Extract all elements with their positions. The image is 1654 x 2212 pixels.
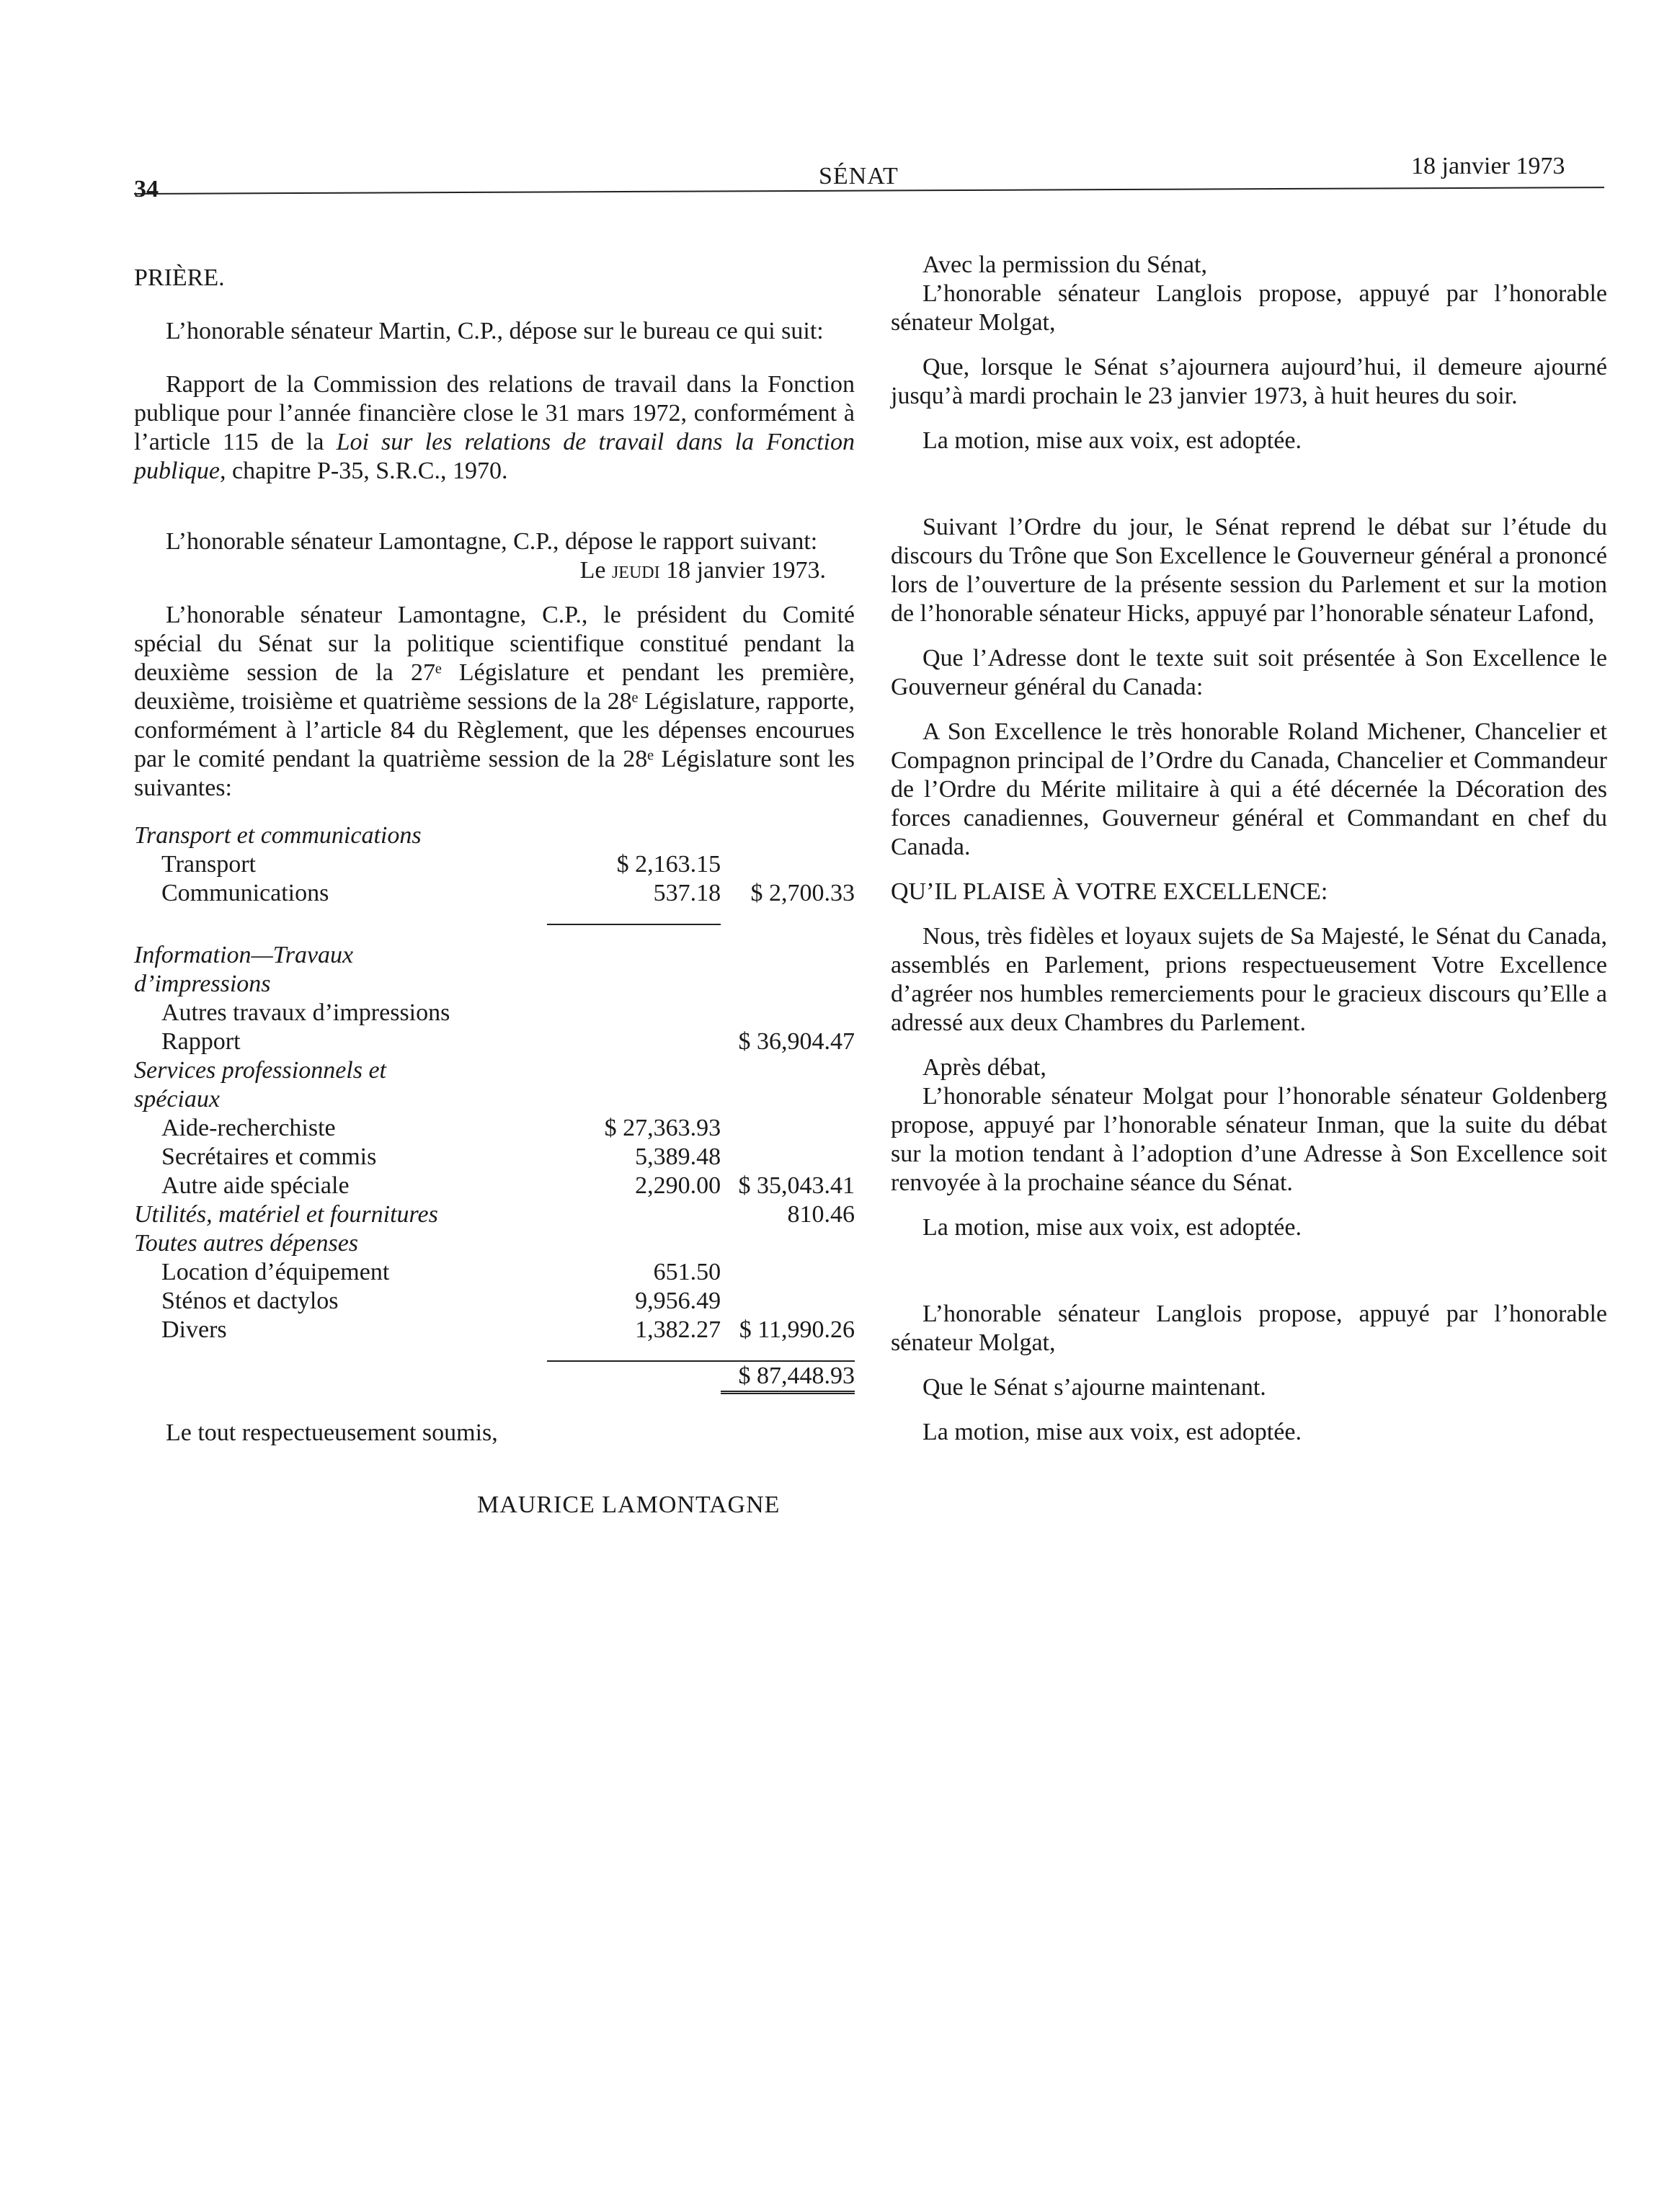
paragraph-adresse: Que l’Adresse dont le texte suit soit présentée à Son Excellence le Gouverneur général du Canada:	[891, 645, 1607, 700]
table-row: Information—Travaux	[134, 942, 354, 968]
paragraph-langlois-propose: L’honorable sénateur Langlois propose, appuyé par l’honorable sénateur Molgat,	[891, 280, 1607, 336]
expenses-table	[134, 821, 855, 1394]
paragraph-rapport-commission: Rapport de la Commission des relations de travail dans la Fonction publique pour l’année financière close le 31 mars 1972, conformément à l’article 115 de la Loi sur les relations de travail dans la Fonction publique, chapitre P-35, S.R.C., 1970.	[134, 371, 855, 484]
paragraph-martin: L’honorable sénateur Martin, C.P., dépose sur le bureau ce qui suit:	[166, 318, 824, 344]
table-row: Communications 537.18 $ 2,700.33	[161, 880, 855, 906]
motion-adoptee-2: La motion, mise aux voix, est adoptée.	[922, 1214, 1302, 1241]
table-row: Transport et communications	[134, 822, 422, 849]
loi-title: Loi sur les relations de travail dans la Fonction publique,	[134, 429, 855, 484]
report-dateline: Le jeudi 18 janvier 1973.	[579, 557, 826, 584]
signature: MAURICE LAMONTAGNE	[477, 1491, 781, 1518]
motion-adoptee-1: La motion, mise aux voix, est adoptée.	[922, 427, 1302, 454]
paragraph-nous-tres-fideles: Nous, très fidèles et loyaux sujets de Sa Majesté, le Sénat du Canada, assemblés en Parlement, prions respectueusement Votre Excellence d’agréer nos humbles remerciements pour le gracieux discours qu’Elle a adressé aux deux Chambres du Parlement.	[891, 923, 1607, 1036]
paragraph-langlois-ajourne: L’honorable sénateur Langlois propose, appuyé par l’honorable sénateur Molgat,	[891, 1301, 1607, 1356]
table-row: d’impressions	[134, 971, 271, 997]
left-column	[134, 264, 855, 1520]
page-title: SÉNAT	[819, 163, 899, 189]
paragraph-permission: Avec la permission du Sénat,	[922, 251, 1208, 278]
paragraph-son-excellence: A Son Excellence le très honorable Roland Michener, Chancelier et Compagnon principal de l’Ordre du Canada, Chancelier et Commandeur de l’Ordre du Mérite militaire à qui a été décernée la Décoration des forces canadiennes, Gouverneur général et Commandant en chef du Canada.	[891, 718, 1607, 860]
table-row-total: $ 87,448.93	[134, 1361, 855, 1393]
closing-line: Le tout respectueusement soumis,	[166, 1419, 498, 1446]
priere-heading: PRIÈRE.	[134, 264, 225, 291]
paragraph-lamontagne-rapport: L’honorable sénateur Lamontagne, C.P., le président du Comité spécial du Sénat sur la politique scientifique constitué pendant la deuxième session de la 27ᵉ Législature et pendant les première, deuxième, troisième et quatrième sessions de la 28ᵉ Législature, rapporte, conformément à l’article 84 du Règlement, que les dépenses encourues par le comité pendant la quatrième session de la 28ᵉ Législature sont les suivantes:	[134, 602, 855, 801]
paragraph-apres-debat: Après débat,	[922, 1054, 1046, 1081]
paragraph-ajournement: Que, lorsque le Sénat s’ajournera aujourd’hui, il demeure ajourné jusqu’à mardi prochain le 23 janvier 1973, à huit heures du soir.	[891, 354, 1607, 409]
heading-qu-il-plaise: QU’IL PLAISE À VOTRE EXCELLENCE:	[891, 878, 1328, 905]
table-row: Toutes autres dépenses	[134, 1230, 359, 1257]
table-row: spéciaux	[134, 1086, 220, 1112]
paragraph-ordre-du-jour: Suivant l’Ordre du jour, le Sénat reprend le débat sur l’étude du discours du Trône que Son Excellence le Gouverneur général a prononcé lors de l’ouverture de la présente session du Parlement et sur la motion de l’honorable sénateur Hicks, appuyé par l’honorable sénateur Lafond,	[891, 514, 1607, 627]
page-date: 18 janvier 1973	[1411, 153, 1565, 179]
table-row: Divers 1,382.27 $ 11,990.26	[161, 1316, 855, 1343]
table-row: Autre aide spéciale 2,290.00 $ 35,043.41	[161, 1172, 855, 1199]
table-row: Transport $ 2,163.15	[161, 851, 721, 878]
table-row: Location d’équipement 651.50	[161, 1259, 721, 1285]
paragraph-molgat-propose: L’honorable sénateur Molgat pour l’honorable sénateur Goldenberg propose, appuyé par l’honorable sénateur Inman, que la suite du débat sur la motion tendant à l’adoption d’une Adresse à Son Excellence soit renvoyée à la prochaine séance du Sénat.	[891, 1083, 1607, 1196]
motion-adoptee-3: La motion, mise aux voix, est adoptée.	[922, 1419, 1302, 1445]
table-row: Secrétaires et commis 5,389.48	[161, 1143, 721, 1170]
table-row: Autres travaux d’impressions	[161, 999, 450, 1026]
paragraph-lamontagne-depose: L’honorable sénateur Lamontagne, C.P., dépose le rapport suivant:	[166, 528, 818, 555]
table-row: Services professionnels et	[134, 1057, 386, 1084]
table-row: Utilités, matériel et fournitures 810.46	[134, 1201, 855, 1228]
table-row: Rapport $ 36,904.47	[161, 1028, 855, 1055]
paragraph-senat-ajourne: Que le Sénat s’ajourne maintenant.	[922, 1374, 1266, 1401]
table-row: Aide-recherchiste $ 27,363.93	[161, 1115, 721, 1141]
table-row: Sténos et dactylos 9,956.49	[161, 1288, 721, 1314]
page-number: 34	[134, 176, 159, 202]
right-column	[891, 251, 1607, 1447]
